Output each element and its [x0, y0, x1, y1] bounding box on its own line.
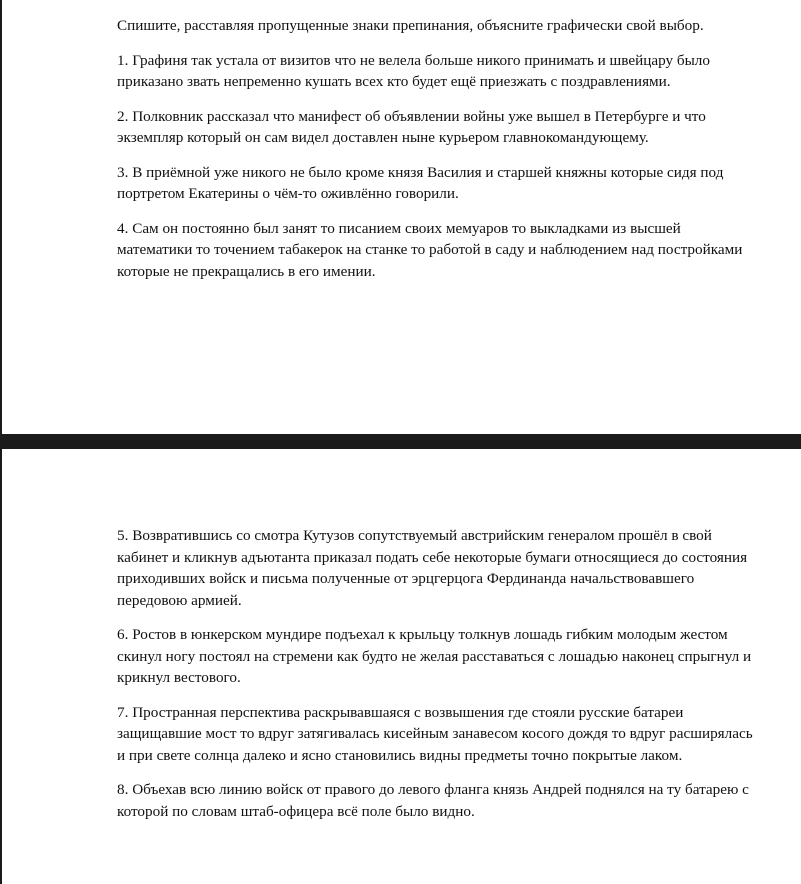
document-page-1: [0, 0, 801, 434]
exercise-sentence-3: 3. В приёмной уже никого не было кроме князя Василия и старшей княжны которые сидя под портретом Екатерины о чём-то оживлённо говорили.: [117, 163, 724, 202]
exercise-sentence-2: 2. Полковник рассказал что манифест об объявлении войны уже вышел в Петербурге и что экземпляр который он сам видел доставлен ныне курьером главнокомандующему.: [117, 107, 706, 146]
exercise-sentence-4: 4. Сам он постоянно был занят то писанием своих мемуаров то выкладками из высшей математики то точением табакерок на станке то работой в саду и наблюдением над постройками которые не прекращались в его имении.: [117, 219, 743, 280]
exercise-sentence-7: 7. Пространная перспектива раскрывавшаяся с возвышения где стояли русские батареи защищавшие мост то вдруг затягивалась кисейным занавесом косого дождя то вдруг расширялась и при свете солнца далеко и ясно становились видны предметы точно покрытые лаком.: [117, 703, 753, 764]
exercise-sentence-8: 8. Объехав всю линию войск от правого до левого фланга князь Андрей поднялся на ту батарею с которой по словам штаб-офицера всё поле было видно.: [117, 781, 749, 820]
exercise-sentence-5: 5. Возвратившись со смотра Кутузов сопутствуемый австрийским генералом прошёл в свой кабинет и кликнув адъютанта приказал подать себе некоторые бумаги относящиеся до состояния приходивших войск и письма полученные от эрцгерцога Фердинанда начальствовавшего передовою армией.: [117, 527, 748, 609]
exercise-sentence-1: 1. Графиня так устала от визитов что не велела больше никого принимать и швейцару было приказано звать непременно кушать всех кто будет ещё приезжать с поздравлениями.: [117, 51, 710, 90]
document-page-2: [0, 449, 801, 884]
page-2-content: [117, 525, 757, 835]
page-1-content: [117, 15, 757, 295]
task-instruction: Спишите, расставляя пропущенные знаки препинания, объясните графически свой выбор.: [117, 17, 704, 34]
exercise-sentence-6: 6. Ростов в юнкерском мундире подъехал к крыльцу толкнув лошадь гибким молодым жестом скинул ногу постоял на стремени как будто не желая расставаться с лошадью наконец спрыгнул и крикнул вестового.: [117, 626, 752, 686]
page-separator: [0, 434, 801, 449]
